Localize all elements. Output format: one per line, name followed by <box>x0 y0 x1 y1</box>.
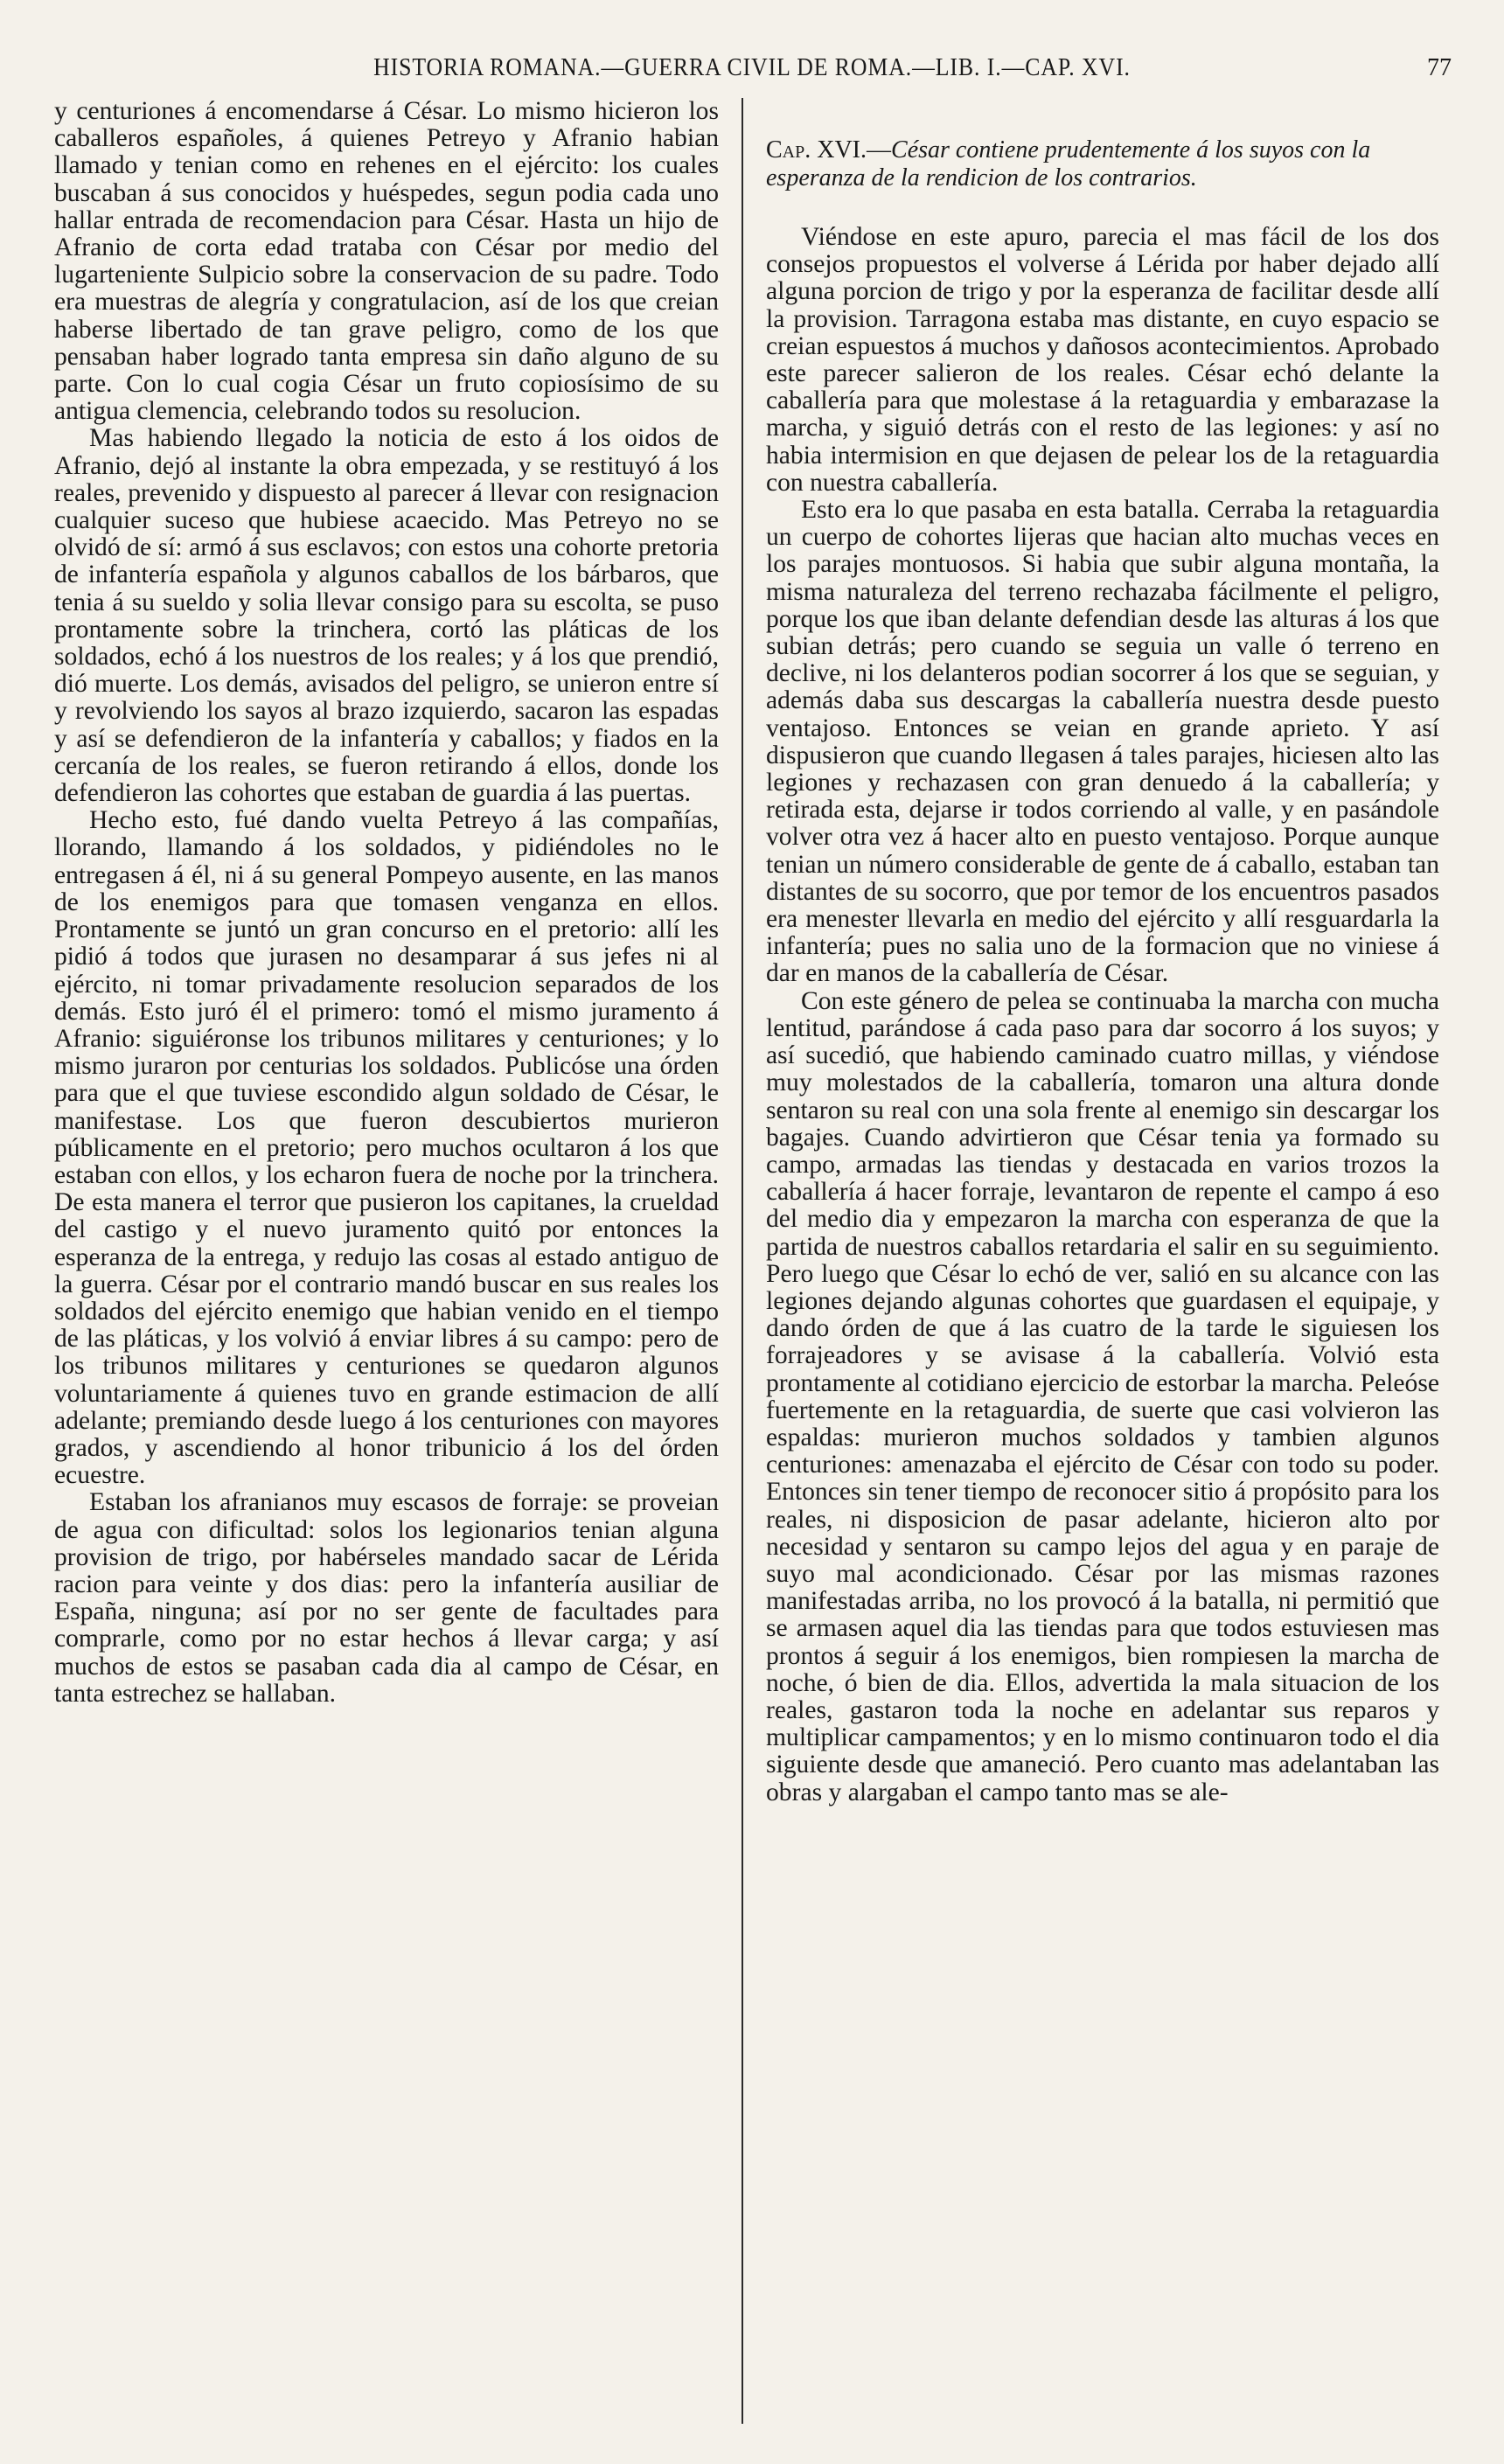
running-header <box>52 54 1452 89</box>
left-column <box>54 98 719 1708</box>
column-divider <box>742 98 743 2424</box>
paragraph-left-4: Estaban los afranianos muy escasos de forraje: se proveian de agua con dificultad: solos los legionarios tenian alguna provision de trigo, por habérseles mandado sacar de Lérida racion para veinte y dos dias: pero la infantería ausiliar de España, ninguna; así por no ser gente de facultades para comprarle, como por no estar hechos á llevar carga; y así muchos de estos se pasaban cada dia al campo de César, en tanta estrechez se hallaban. <box>54 1488 719 1708</box>
chapter-label: Cap. XVI.— <box>766 136 892 164</box>
paragraph-right-1: Viéndose en este apuro, parecia el mas fácil de los dos consejos propuestos el volverse á Lérida por haber dejado allí alguna porcion de trigo y por la esperanza de facilitar desde allí la provision. Tarragona estaba mas distante, en cuyo espacio se creian espuestos á muchos y dañosos acontecimientos. Aprobado este parecer salieron de los reales. César echó delante la caballería para que molestase á la retaguardia y embarazase la marcha, y siguió detrás con el resto de las legiones: y así no habia intermision en que dejasen de pelear los de la retaguardia con nuestra caballería. <box>766 223 1439 497</box>
running-title: HISTORIA ROMANA.—GUERRA CIVIL DE ROMA.—LIB. I.—CAP. XVI. <box>373 54 1131 81</box>
paragraph-left-2: Mas habiendo llegado la noticia de esto á los oidos de Afranio, dejó al instante la obra empezada, y se restituyó á los reales, prevenido y dispuesto al parecer á llevar con resignacion cualquier suceso que hubiese acaecido. Mas Petreyo no se olvidó de sí: armó á sus esclavos; con estos una cohorte pretoria de infantería española y algunos caballos de los bárbaros, que tenia á su sueldo y solia llevar consigo para su escolta, se puso prontamente sobre la trinchera, cortó las pláticas de los soldados, echó á los nuestros de los reales; y á los que prendió, dió muerte. Los demás, avisados del peligro, se unieron entre sí y revolviendo los sayos al brazo izquierdo, sacaron las espadas y así se defendieron de la infantería y caballos; y fiados en la cercanía de los reales, se fueron retirando á ellos, donde los defendieron las cohortes que estaban de guardia á las puertas. <box>54 424 719 808</box>
chapter-summary: César contiene prudentemente á los suyos con la esperanza de la rendicion de los contrarios. <box>766 136 1371 191</box>
paragraph-left-3: Hecho esto, fué dando vuelta Petreyo á las compañías, llorando, llamando á los soldados, y pidiéndoles no le entregasen á él, ni á su general Pompeyo ausente, en las manos de los enemigos para que tomasen venganza en ellos. Prontamente se juntó un gran concurso en el pretorio: allí les pidió á todos que jurasen no desamparar á sus jefes ni al ejército, ni tomar privadamente resolucion separados de los demás. Esto juró él el primero: tomó el mismo juramento á Afranio: siguiéronse los tribunos militares y centuriones; y lo mismo juraron por centurias los soldados. Publicóse una órden para que el que tuviese escondido algun soldado de César, le manifestase. Los que fueron descubiertos murieron públicamente en el pretorio; pero muchos ocultaron á los que estaban con ellos, y los echaron fuera de noche por la trinchera. De esta manera el terror que pusieron los capitanes, la crueldad del castigo y el nuevo juramento quitó por entonces la esperanza de la entrega, y redujo las cosas al estado antiguo de la guerra. César por el contrario mandó buscar en sus reales los soldados del ejército enemigo que habian venido en el tiempo de las pláticas, y los volvió á enviar libres á su campo: pero de los tribunos militares y centuriones se quedaron algunos voluntariamente á quienes tuvo en grande estimacion de allí adelante; premiando desde luego á los centuriones con mayores grados, y ascendiendo al honor tribunicio á los del órden ecuestre. <box>54 806 719 1490</box>
page-number: 77 <box>1427 54 1452 81</box>
right-column <box>766 98 1439 1806</box>
chapter-heading <box>766 136 1439 192</box>
paragraph-right-2: Esto era lo que pasaba en esta batalla. Cerraba la retaguardia un cuerpo de cohortes lijeras que hacian alto muchas veces en los parajes montuosos. Si habia que subir alguna montaña, la misma naturaleza del terreno rechazaba fácilmente el peligro, porque los que iban delante defendian desde las alturas á los que subian detrás; pero cuando se seguia un valle ó terreno en declive, ni los delanteros podian socorrer á los que se seguian, y además daba sus descargas la caballería nuestra desde puesto ventajoso. Entonces se veian en grande aprieto. Y así dispusieron que cuando llegasen á tales parajes, hiciesen alto las legiones y rechazasen con gran denuedo á la caballería; y retirada esta, dejarse ir todos corriendo al valle, y en pasándole volver otra vez á hacer alto en puesto ventajoso. Porque aunque tenian un número considerable de gente de á caballo, estaban tan distantes de su socorro, que por temor de los encuentros pasados era menester llevarla en medio del ejército y allí resguardarla la infantería; pues no salia uno de la formacion que no viniese á dar en manos de la caballería de César. <box>766 496 1439 988</box>
paragraph-right-3: Con este género de pelea se continuaba la marcha con mucha lentitud, parándose á cada paso para dar socorro á los suyos; y así sucedió, que habiendo caminado cuatro millas, y viéndose muy molestados de la caballería, tomaron una altura donde sentaron su real con una sola frente al enemigo sin descargar los bagajes. Cuando advirtieron que César tenia ya formado su campo, armadas las tiendas y destacada en varios trozos la caballería á hacer forraje, levantaron de repente el campo á eso del medio dia y empezaron la marcha con esperanza de que la partida de nuestros caballos retardaria el salir en su seguimiento. Pero luego que César lo echó de ver, salió en su alcance con las legiones dejando algunas cohortes que guardasen el equipaje, y dando órden de que á las cuatro de la tarde le siguiesen los forrajeadores y se avisase á la caballería. Volvió esta prontamente al cotidiano ejercicio de estorbar la marcha. Peleóse fuertemente en la retaguardia, de suerte que casi volvieron las espaldas: murieron muchos soldados y tambien algunos centuriones: amenazaba el ejército de César con todo su poder. Entonces sin tener tiempo de reconocer sitio á propósito para los reales, ni disposicion de pasar adelante, hicieron alto por necesidad y sentaron su campo lejos del agua y en paraje de suyo mal acondicionado. César por las mismas razones manifestadas arriba, no los provocó á la batalla, ni permitió que se armasen aquel dia las tiendas para que todos estuviesen mas prontos á seguir á los enemigos, bien rompiesen la marcha de noche, ó bien de dia. Ellos, advertida la mala situacion de los reales, gastaron toda la noche en adelantar sus reparos y multiplicar campamentos; y en lo mismo continuaron todo el dia siguiente desde que amaneció. Pero cuanto mas adelantaban las obras y alargaban el campo tanto mas se ale- <box>766 986 1439 1806</box>
paragraph-left-1: y centuriones á encomendarse á César. Lo mismo hicieron los caballeros españoles, á quienes Petreyo y Afranio habian llamado y tenian como en rehenes en el ejército: los cuales buscaban á sus conocidos y huéspedes, segun podia cada uno hallar entrada de recomendacion para César. Hasta un hijo de Afranio de corta edad trataba con César por medio del lugarteniente Sulpicio sobre la conservacion de su padre. Todo era muestras de alegría y congratulacion, así de los que creian haberse libertado de tan grave peligro, como de los que pensaban haber logrado tanta empresa sin daño alguno de su parte. Con lo cual cogia César un fruto copiosísimo de su antigua clemencia, celebrando todos su resolucion. <box>54 97 719 426</box>
